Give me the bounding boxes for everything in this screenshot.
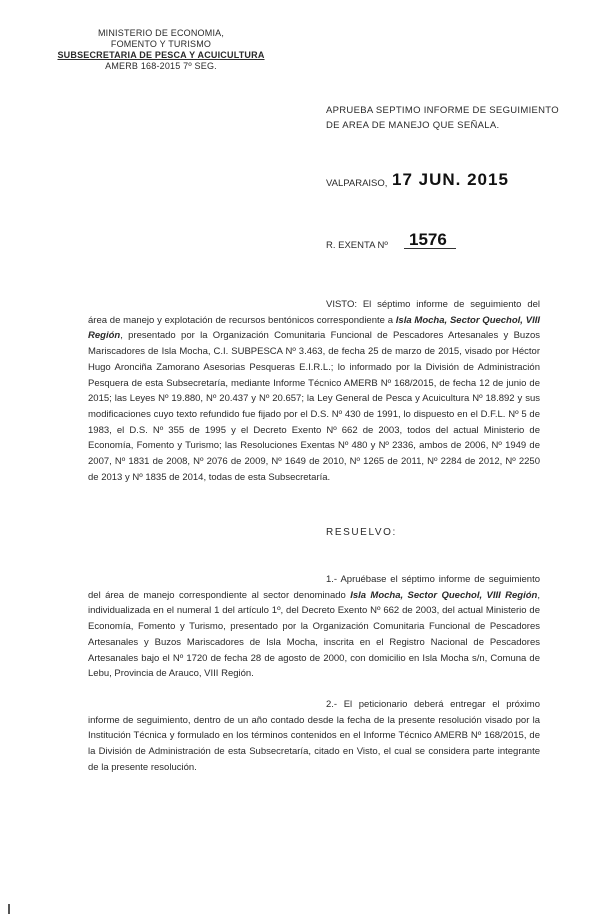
ministry-name-line2: FOMENTO Y TURISMO [110,39,212,49]
visto-text-1: VISTO: El séptimo informe de seguimiento del área de manejo y explotación de recursos bentónicos correspondiente a [88,299,540,326]
point-2-text: 2.- El peticionario deberá entregar el próximo informe de seguimiento, dentro de un año contado desde la fecha de la presente resolución visado por la Institución Técnica y formulado en los términos contenidos en el Informe Técnico AMERB Nº 168/2015, de la División de Administración de esta Subsecretaría, citado en Visto, el cual se considera parte integrante de la presente resolución. [88,699,540,773]
resolution-label: R. EXENTA Nº [326,240,388,251]
subsecretaria-name: SUBSECRETARIA DE PESCA Y ACUICULTURA [57,50,265,60]
place-label: VALPARAISO, [326,178,388,189]
resolution-point-2 [88,697,540,776]
file-reference: AMERB 168-2015 7º SEG. [105,61,217,71]
resolution-number: 1576 [409,230,447,249]
subject-line-2: DE AREA DE MANEJO QUE SEÑALA. [326,120,500,131]
resolution-subject [326,103,566,133]
scan-corner-mark [8,904,16,914]
point-1-text-1: 1.- Apruébase el séptimo informe de seguimiento del área de manejo correspondiente al sector denominado [88,574,540,601]
ministry-name: MINISTERIO DE ECONOMIA, [97,28,225,38]
visto-paragraph [88,297,540,485]
resuelvo-heading: RESUELVO: [326,527,397,538]
resolution-point-1 [88,572,540,682]
visto-text-2: , presentado por la Organización Comunitaria Funcional de Pescadores Artesanales y Buzos Mariscadores de Isla Mocha, C.I. SUBPESCA Nº 3.463, de fecha 25 de marzo de 2015, visado por Héctor Hugo Aronciña Zamorano Asesorias Pesqueras E.I.R.L.; lo informado por la División de Administración Pesquera de esta Subsecretaría, mediante Informe Técnico AMERB Nº 168/2015, de fecha 12 de junio de 2015; las Leyes Nº 19.880, Nº 20.437 y Nº 20.657; la Ley General de Pesca y Acuicultura Nº 18.892 y sus modificaciones cuyo texto refundido fue fijado por el D.S. Nº 430 de 1991, lo dispuesto en el D.F.L. Nº 5 de 1983, el D.S. Nº 355 de 1995 y el Decreto Exento Nº 662 de 2003, todos del actual Ministerio de Economía, Fomento y Turismo; las Resoluciones Exentas Nº 480 y Nº 2336, ambos de 2006, Nº 1949 de 2007, Nº 1831 de 2008, Nº 2076 de 2009, Nº 1649 de 2010, Nº 1265 de 2011, Nº 2284 de 2012, Nº 2250 de 2013 y Nº 1835 de 2014, todas de esta Subsecretaría. [88,330,540,483]
point-1-sector-name: Isla Mocha, Sector Quechol, VIII Región [350,589,538,601]
point-1-text-2: , individualizada en el numeral 1 del artículo 1º, del Decreto Exento Nº 662 de 2003, del actual Ministerio de Economía, Fomento y Turismo, presentado por la Organización Comunitaria Funcional de Pescadores Artesanales y Buzos Mariscadores de Isla Mocha, inscrita en el Registro Nacional de Pescadores Artesanales bajo el Nº 1720 de fecha 28 de agosto de 2000, con domicilio en Isla Mocha s/n, Comuna de Lebu, Provincia de Arauco, VIII Región. [88,589,540,680]
date-stamp: 17 JUN. 2015 [392,170,509,189]
ministry-header [46,28,276,72]
subject-line-1: APRUEBA SEPTIMO INFORME DE SEGUIMIENTO [326,105,559,116]
visto-sector-name: Isla Mocha, Sector Quechol, VIII Región [88,314,540,342]
resolution-number-underline [404,248,456,249]
